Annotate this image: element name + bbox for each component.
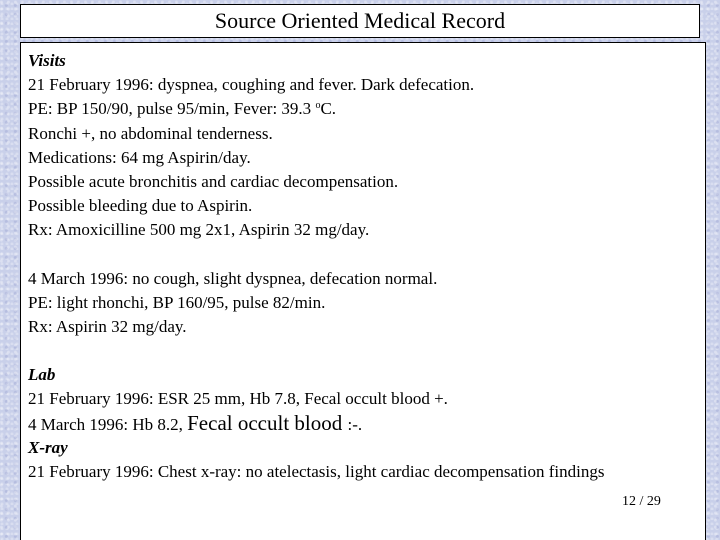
fever-unit: C. — [320, 99, 337, 119]
visit1-line-4: Medications: 64 mg Aspirin/day. — [28, 147, 251, 167]
visit1-line-5: Possible acute bronchitis and cardiac decompensation. — [28, 171, 399, 191]
lab-line-2-start: 4 March 1996: Hb 8.2, — [28, 415, 188, 435]
degree-symbol: o — [315, 100, 321, 112]
visit2-line-3: Rx: Aspirin 32 mg/day. — [28, 316, 187, 336]
slide-title-box — [20, 4, 700, 38]
page-total: 29 — [646, 494, 661, 509]
lab-line-2-fecal: Fecal occult blood — [187, 411, 348, 436]
page-number — [622, 494, 661, 510]
xray-heading: X-ray — [28, 437, 68, 457]
record-content — [20, 42, 706, 540]
visit1-line-6: Possible bleeding due to Aspirin. — [28, 196, 253, 216]
visit1-line-1: 21 February 1996: dyspnea, coughing and fever. Dark defecation. — [28, 75, 475, 95]
visit1-line-7: Rx: Amoxicilline 500 mg 2x1, Aspirin 32 mg/day. — [28, 220, 370, 240]
lab-heading: Lab — [28, 365, 56, 385]
page-separator: / — [636, 494, 647, 509]
visit1-line-3: Ronchi +, no abdominal tenderness. — [28, 123, 273, 143]
visits-heading: Visits — [28, 51, 66, 70]
visit2-line-1: 4 March 1996: no cough, slight dyspnea, defecation normal. — [28, 268, 438, 288]
lab-line-2-end: :-. — [347, 415, 363, 435]
xray-line-1: 21 February 1996: Chest x-ray: no atelectasis, light cardiac decompensation findings — [28, 461, 605, 481]
page-current: 12 — [622, 494, 636, 509]
lab-line-2 — [28, 411, 698, 435]
spacer — [28, 339, 698, 363]
lab-line-1: 21 February 1996: ESR 25 mm, Hb 7.8, Fecal occult blood +. — [28, 389, 448, 409]
slide-title: Source Oriented Medical Record — [214, 8, 506, 33]
visit1-line-2 — [28, 97, 698, 121]
visit2-line-2: PE: light rhonchi, BP 160/95, pulse 82/min. — [28, 292, 326, 312]
spacer — [28, 243, 698, 267]
visit1-vitals: PE: BP 150/90, pulse 95/min, Fever: 39.3 — [28, 99, 316, 119]
